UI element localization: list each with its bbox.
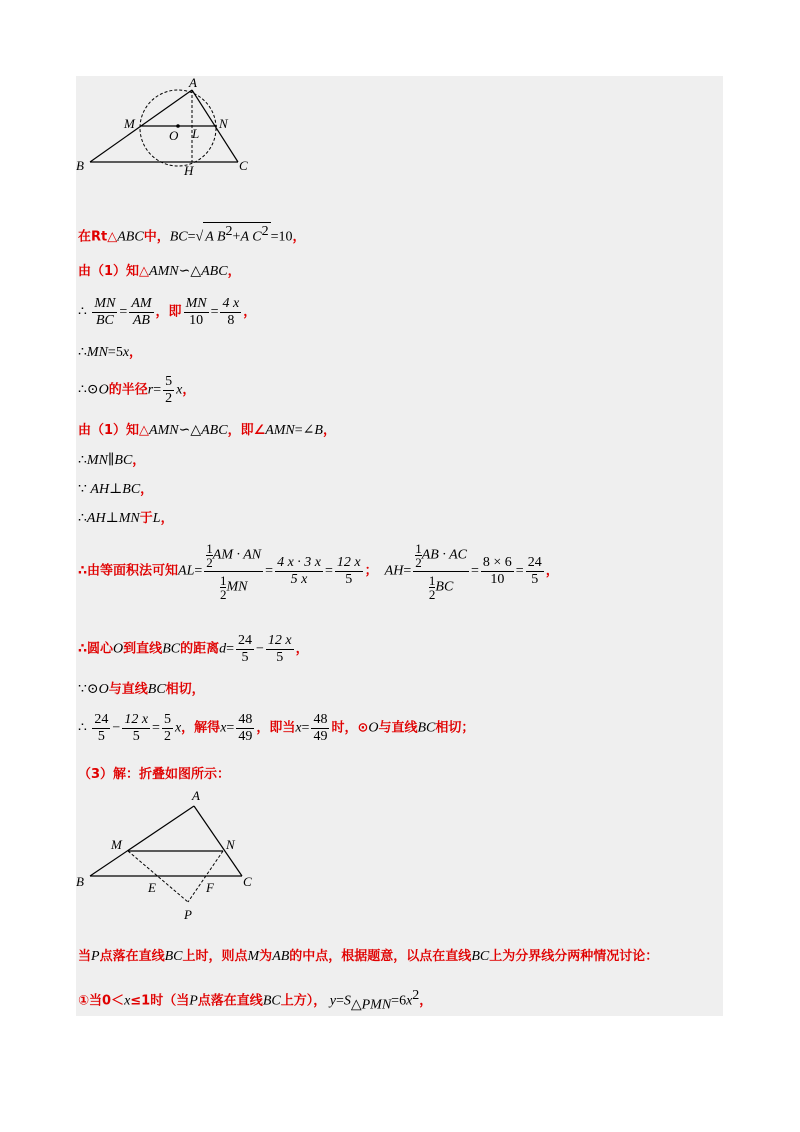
- line-solve-x: ∴ $\frac{24}{5}$ − $\frac{12 x}{5}$ = $\frac{5}{2}$ x，解得x= $\frac{48}{49}$ ，即当x= $\frac{48}{49}$ 时，⊙O与直线BC相切；: [78, 712, 475, 744]
- label-m: M: [124, 116, 135, 131]
- label-o: O: [169, 128, 179, 143]
- label-e-2: E: [148, 880, 156, 895]
- line-mn: ∴MN=5x，: [78, 345, 143, 360]
- label-l: L: [192, 126, 200, 141]
- line-tangent: ∵⊙O与直线BC相切，: [78, 682, 205, 697]
- line-ah-perp-bc: ∵ AH⊥BC，: [78, 482, 154, 497]
- label-b: B: [76, 158, 84, 173]
- label-p-2: P: [184, 907, 192, 922]
- label-h: H: [184, 163, 194, 178]
- line-angle: 由（1）知△AMN∽△ABC，即∠AMN=∠B，: [78, 423, 336, 438]
- line-parallel: ∴MN∥BC，: [78, 453, 146, 468]
- figure-triangle-circle: [76, 76, 276, 181]
- side-ac-2: [194, 806, 242, 876]
- line-case-1: ①当0＜x≤1时（当P点落在直线BC上方）， $y=S_{\triangle PMN}=6x^2$，: [78, 988, 433, 1013]
- line-distance: ∴圆心O到直线BC的距离d= $\frac{24}{5}$ − $\frac{12 x}{5}$ ，: [78, 633, 309, 665]
- solution-sheet: [76, 76, 723, 1016]
- line-ah-perp-mn: ∴AH⊥MN于L，: [78, 511, 174, 526]
- label-m-2: M: [111, 837, 122, 852]
- line-radius: ∴⊙O的半径r= $\frac{5}{2}$ x，: [78, 374, 196, 406]
- label-c-2: C: [243, 874, 252, 889]
- line-case-boundary: 当P点落在直线BC上时，则点M为AB的中点，根据题意，以点在直线BC上为分界线分两种情况讨论：: [78, 949, 659, 964]
- line-part3-heading: （3）解：折叠如图所示：: [78, 767, 231, 782]
- label-b-2: B: [76, 874, 84, 889]
- line-ratio: ∴ $\frac{MN}{BC}$ = $\frac{AM}{AB}$ ，即 $\frac{MN}{10}$ = $\frac{4 x}{8}$ ，: [78, 296, 257, 328]
- figure-fold: [76, 782, 276, 932]
- label-c: C: [239, 158, 248, 173]
- label-f-2: F: [206, 880, 214, 895]
- sqrt-radicand: A $B^2+A$ $C^2$: [205, 224, 269, 245]
- label-n-2: N: [226, 837, 235, 852]
- label-a: A: [189, 76, 197, 90]
- side-ab-2: [90, 806, 194, 876]
- label-n: N: [219, 116, 228, 131]
- label-a-2: A: [192, 788, 200, 803]
- line-bc-length: 在Rt△ABC中，BC=√ A $B^2+A$ $C^2 =10$，: [78, 224, 306, 245]
- line-area-method: ∴由等面积法可知AL= $\frac{1}{2}$ AM · AN $\frac{1}{2}$ MN = $\frac{4 x \cdot 3 x}{5 x}$ = $\frac{12 x}{5}$ ； AH= $\frac{1}{2}$ AB · AC $\frac{1}{2}$ BC = $\frac{8 \times 6}{10}$ = $\frac{24}{5}$ ，: [78, 541, 559, 602]
- line-similar: 由（1）知△AMN∽△ABC，: [78, 264, 241, 279]
